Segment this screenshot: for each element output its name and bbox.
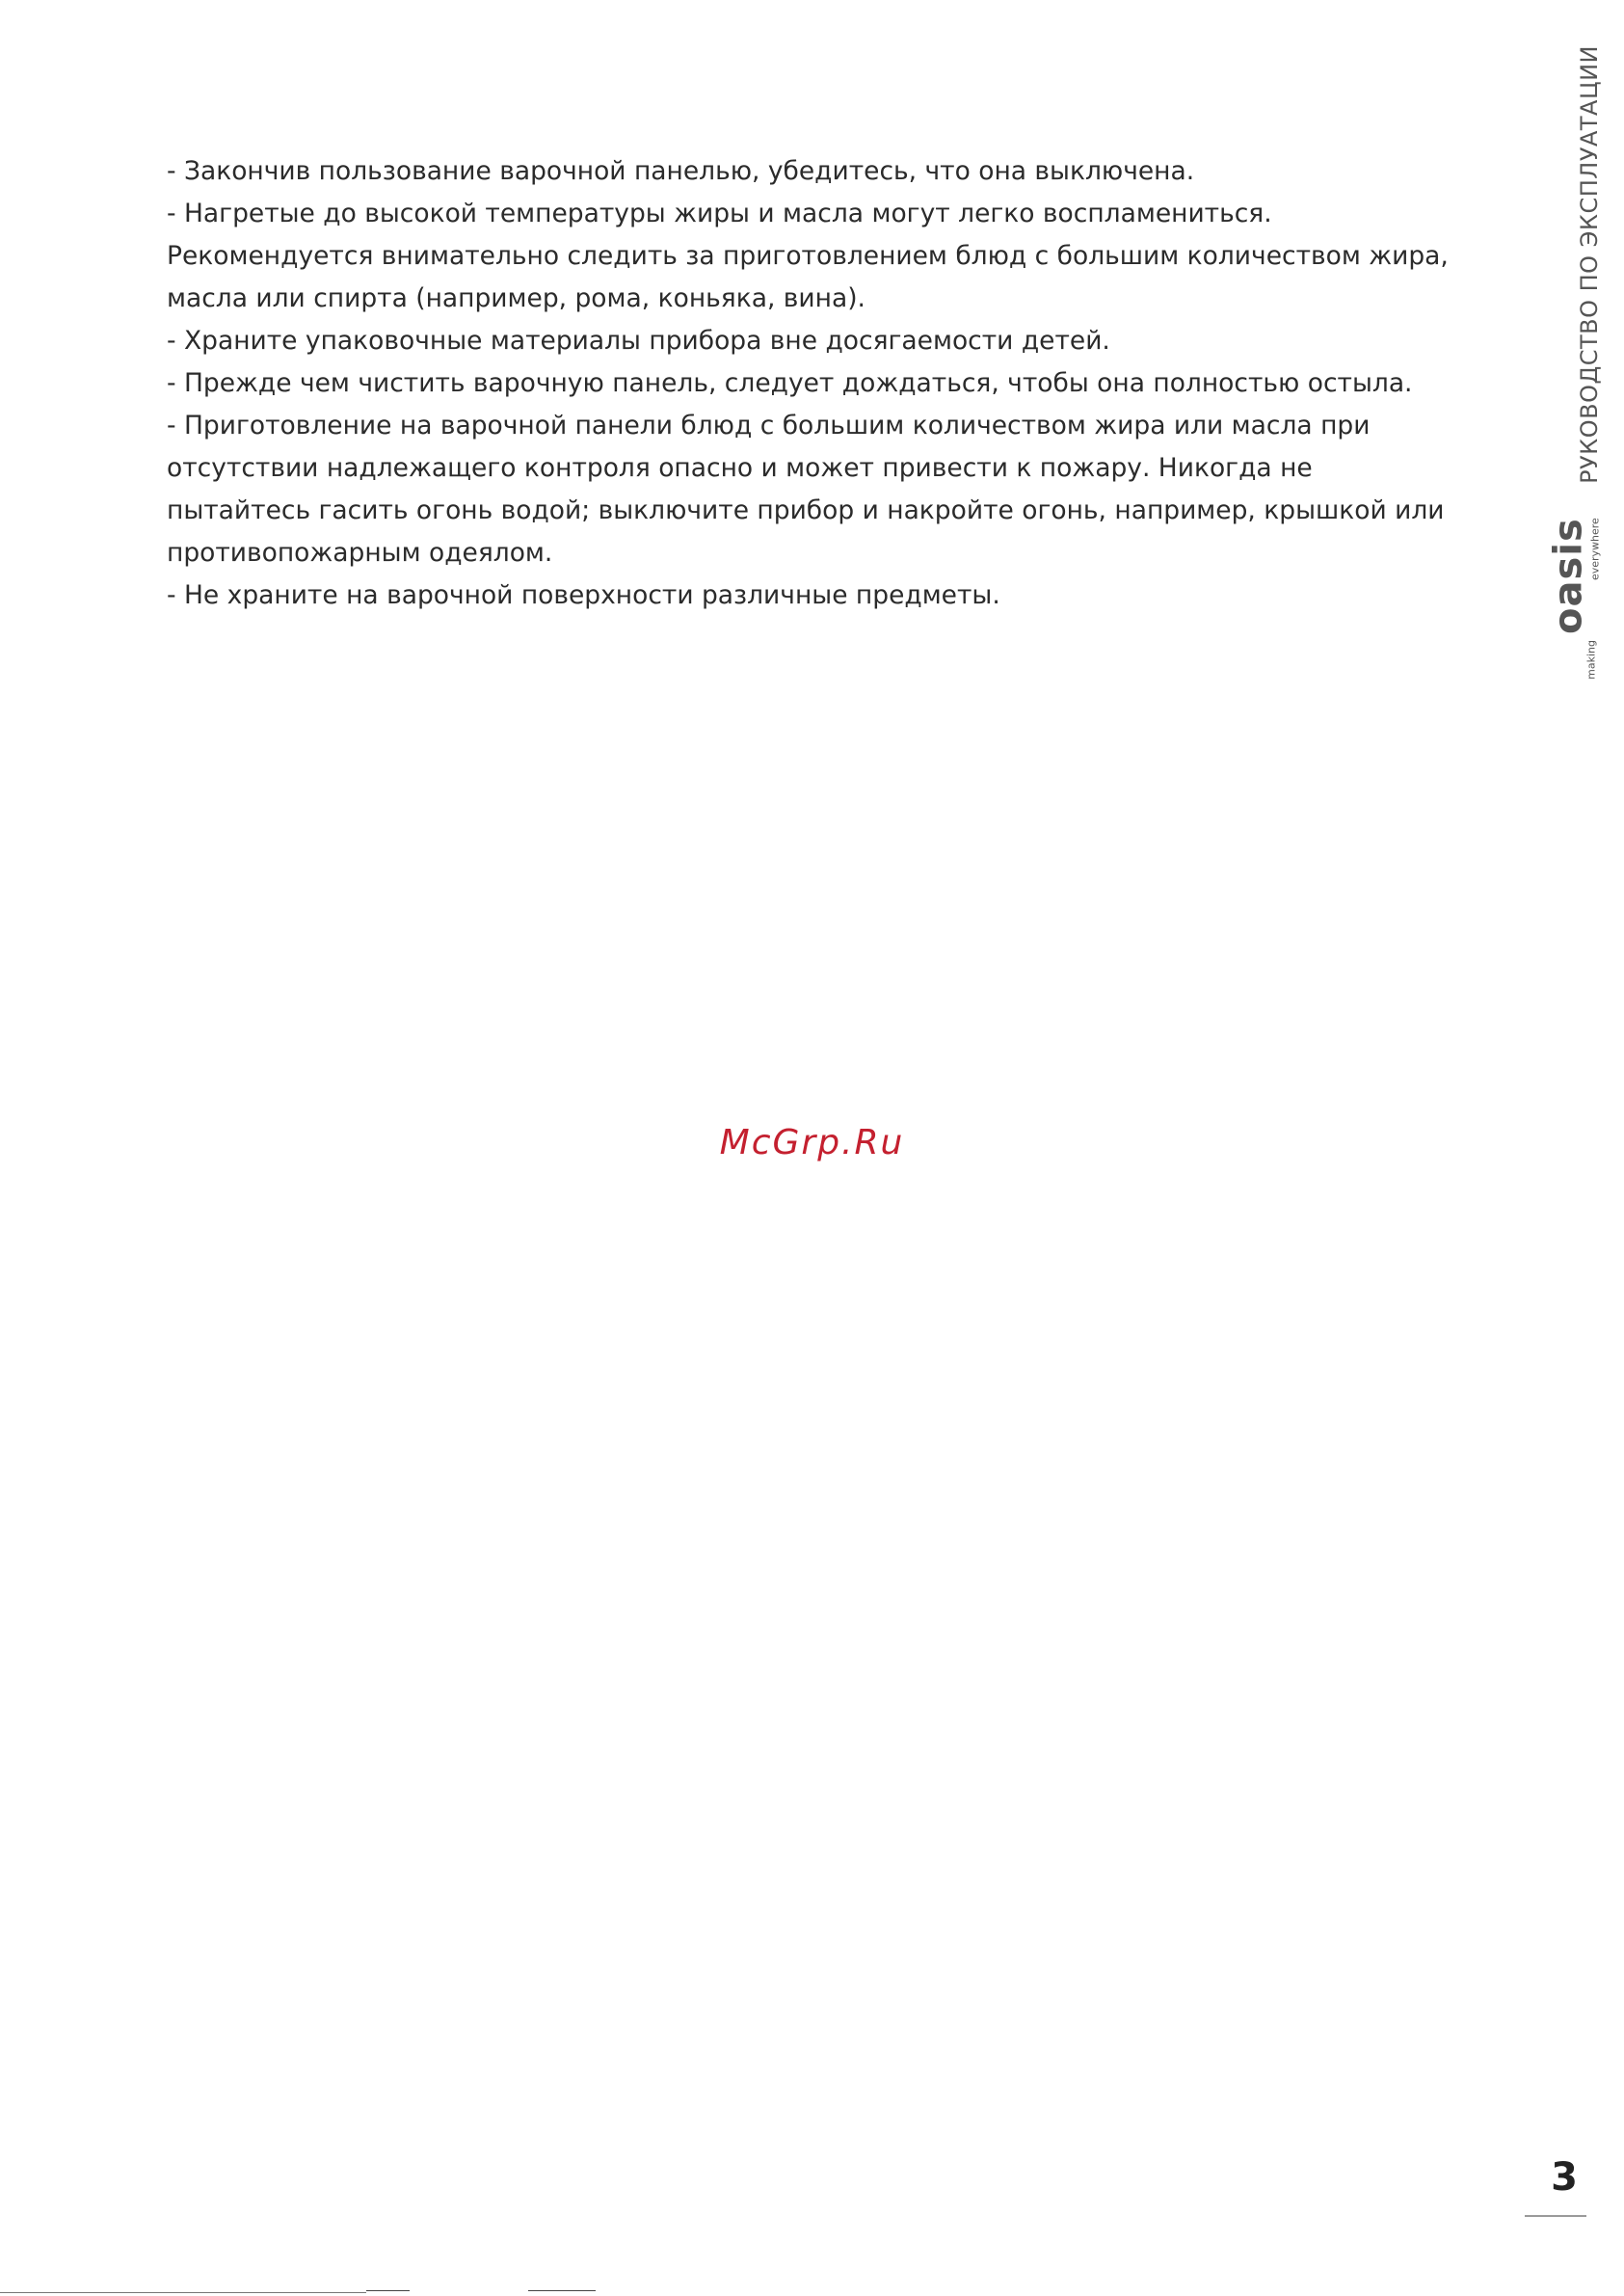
bottom-edge-line — [0, 2292, 366, 2293]
section-title-text: РУКОВОДСТВО ПО ЭКСПЛУАТАЦИИ — [1576, 45, 1603, 484]
watermark: McGrp.Ru — [719, 1123, 905, 1162]
logo-everywhere-text: everywhere — [1588, 518, 1602, 581]
page-number-rule — [1525, 2215, 1586, 2217]
logo-making-text: making — [1584, 639, 1598, 680]
section-title-vertical — [1573, 45, 1606, 484]
brand-logo — [1540, 518, 1610, 680]
paragraph-packaging: - Храните упаковочные материалы прибора вне досягаемости детей. — [167, 326, 1110, 356]
logo-brand-text: oasis — [1546, 518, 1591, 634]
bottom-edge-mark — [528, 2290, 596, 2291]
brand-logo-inner — [1546, 518, 1602, 680]
logo-main — [1546, 518, 1602, 634]
page-number: 3 — [1551, 2155, 1578, 2200]
body-text — [167, 150, 1458, 617]
paragraph-storage: - Не храните на варочной поверхности различные предметы. — [167, 580, 1000, 610]
paragraph-fire-safety: - Приготовление на варочной панели блюд с большим количеством жира или масла при отсутствии надлежащего контроля опасно и может привести к пожару. Никогда не пытайтесь гасить огонь водой; выключите прибор и накройте огонь, например, крышкой или противопожарным одеялом. — [167, 411, 1445, 568]
paragraph-turn-off: - Закончив пользование варочной панелью, убедитесь, что она выключена. — [167, 156, 1195, 186]
paragraph-hot-oils: - Нагретые до высокой температуры жиры и масла могут легко воспламениться. Рекомендуется внимательно следить за приготовлением блюд с большим количеством жира, масла или спирта (например, рома, коньяка, вина). — [167, 199, 1449, 313]
paragraph-cleaning: - Прежде чем чистить варочную панель, следует дождаться, чтобы она полностью остыла. — [167, 368, 1413, 398]
bottom-edge-mark — [366, 2290, 410, 2291]
